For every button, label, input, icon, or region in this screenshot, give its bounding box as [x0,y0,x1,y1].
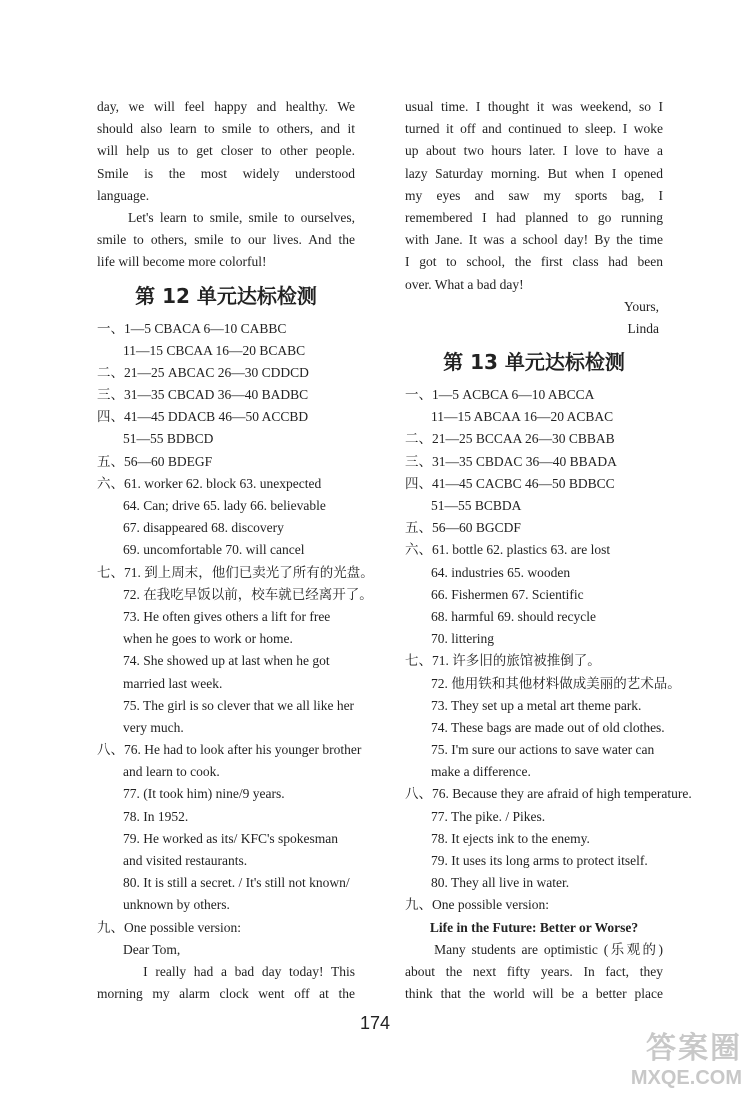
text-line: 四、41—45 CACBC 46—50 BDBCC [405,475,615,491]
text-line: 67. disappeared 68. discovery [123,520,284,536]
text-line: 四、41—45 DDACB 46—50 ACCBD [97,409,309,425]
text-line: 64. industries 65. wooden [431,564,571,580]
text-line: married last week. [123,675,223,691]
text-line: 一、1—5 ACBCA 6—10 ABCCA [405,387,595,403]
section-heading: 第 13 单元达标检测 [443,350,625,375]
text-line: 九、One possible version: [405,897,549,913]
text-line: 72. 在我吃早饭以前，校车就已经离开了。 [123,586,373,602]
text-line: I really had a bad day today! This [97,963,355,979]
text-line: with Jane. It was a school day! By the time [405,232,663,248]
text-line: Dear Tom, [123,941,181,957]
text-line: 74. She showed up at last when he got [123,653,330,669]
text-line: usual time. I thought it was weekend, so I [405,99,663,114]
text-line: 七、71. 许多旧的旅馆被推倒了。 [405,653,601,669]
text-line: smile to others, smile to our lives. And the [97,232,355,248]
text-line: 77. The pike. / Pikes. [431,808,546,824]
text-line: 一、1—5 CBACA 6—10 CABBC [97,320,287,336]
text-line: 六、61. worker 62. block 63. unexpected [97,475,322,491]
text-line: remembered I had planned to go running [405,209,663,225]
text-line: Yours, [623,298,659,314]
text-line: 78. It ejects ink to the enemy. [431,830,590,846]
text-line: 九、One possible version: [97,919,241,935]
text-line: Smile is the most widely understood [97,165,355,181]
text-line: unknown by others. [123,897,230,913]
text-line: Let's learn to smile, smile to ourselves, [97,209,355,225]
watermark [631,1023,742,1090]
text-line: 80. They all live in water. [431,875,570,891]
text-line: I got to school, the first class had been [405,254,663,270]
text-line: 72. 他用铁和其他材料做成美丽的艺术品。 [431,675,681,691]
text-line: 77. (It took him) nine/9 years. [123,786,285,802]
text-line: 73. They set up a metal art theme park. [431,697,642,713]
text-line: 79. He worked as its/ KFC's spokesman [123,830,339,846]
text-line: 11—15 CBCAA 16—20 BCABC [123,342,306,358]
watermark-logo-text: 答案圈 [646,1032,742,1065]
text-line: and learn to cook. [123,764,220,780]
text-line: 八、76. He had to look after his younger brother [97,742,362,758]
text-line: 六、61. bottle 62. plastics 63. are lost [405,542,611,558]
text-line: make a difference. [431,764,531,780]
text-line: should also learn to smile to others, and it [97,121,355,137]
text-line: 74. These bags are made out of old clothes. [431,719,665,735]
text-line: 二、21—25 ABCAC 26—30 CDDCD [97,364,309,380]
text-line: 75. The girl is so clever that we all like her [123,697,355,713]
watermark-url: MXQE.COM [630,1067,742,1089]
right-column [405,96,692,1005]
text-line: when he goes to work or home. [123,631,293,647]
text-line: 79. It uses its long arms to protect itself. [431,853,648,868]
text-line: turned it off and continued to sleep. I woke [405,121,663,137]
text-line: and visited restaurants. [123,853,248,868]
text-line: 51—55 BDBCD [123,431,214,447]
text-line: life will become more colorful! [97,254,267,270]
text-line: 66. Fishermen 67. Scientific [431,586,584,602]
text-line: morning my alarm clock went off at the [97,986,355,1002]
text-line: Linda [627,320,659,336]
text-line: over. What a bad day! [405,276,524,292]
text-line: 三、31—35 CBCAD 36—40 BADBC [97,387,309,403]
text-line: 73. He often gives others a lift for free [123,608,331,624]
text-line: 五、56—60 BDEGF [97,453,213,469]
text-line: 78. In 1952. [123,808,189,824]
text-line: 五、56—60 BGCDF [405,520,521,536]
text-line: very much. [123,719,184,735]
text-line: 11—15 ABCAA 16—20 ACBAC [431,409,614,425]
section-heading: 第 12 单元达标检测 [135,283,317,308]
text-line: 八、76. Because they are afraid of high temperature. [405,786,692,802]
text-line: language. [97,187,150,203]
text-line: 64. Can; drive 65. lady 66. believable [123,498,326,513]
text-line: 68. harmful 69. should recycle [431,608,596,624]
text-line: will help us to get closer to other people. [97,143,355,159]
text-line: Life in the Future: Better or Worse? [429,919,639,935]
text-line: Many students are optimistic (乐观的) [405,941,663,957]
text-line: 80. It is still a secret. / It's still not known/ [123,875,350,891]
text-line: my eyes and saw my sports bag, I [405,187,663,203]
text-line: day, we will feel happy and healthy. We [97,99,355,114]
text-line: 三、31—35 CBDAC 36—40 BBADA [405,453,617,469]
text-line: 70. littering [431,631,494,647]
text-line: about the next fifty years. In fact, they [405,963,663,979]
text-line: 75. I'm sure our actions to save water can [431,742,655,758]
left-column [97,96,374,1005]
text-line: up about two hours later. I love to have a [405,143,663,159]
text-line: 51—55 BCBDA [431,498,522,513]
page-number: 174 [359,1013,391,1033]
text-line: lazy Saturday morning. But when I opened [405,165,663,181]
text-line: 69. uncomfortable 70. will cancel [123,542,305,558]
text-line: 七、71. 到上周末，他们已卖光了所有的光盘。 [97,564,374,580]
text-line: think that the world will be a better place [405,986,663,1002]
text-line: 二、21—25 BCCAA 26—30 CBBAB [405,431,615,447]
